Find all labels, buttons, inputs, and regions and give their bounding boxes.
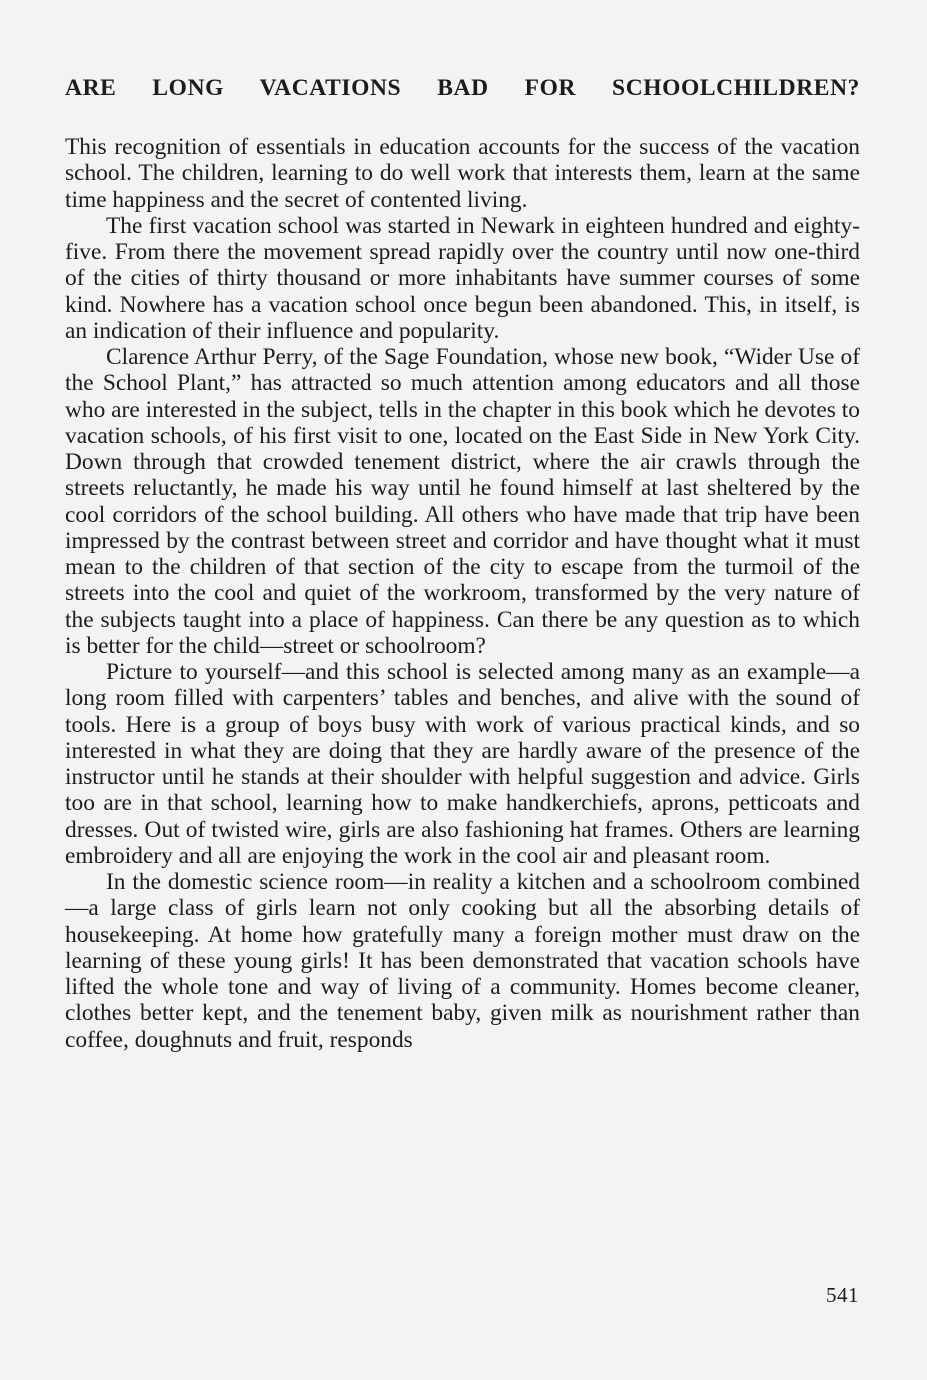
running-head-title: ARE LONG VACATIONS BAD FOR SCHOOLCHILDREN? <box>65 75 860 101</box>
page-number: 541 <box>826 1283 859 1307</box>
paragraph-4: Picture to yourself—and this school is selected among many as an example—a long room filled with carpenters’ tables and benches, and alive with the sound of tools. Here is a group of boys busy with work of various practical kinds, and so interested in what they are doing that they are hardly aware of the presence of the instructor until he stands at their shoulder with helpful suggestion and advice. Girls too are in that school, learning how to make handkerchiefs, aprons, petticoats and dresses. Out of twisted wire, girls are also fashioning hat frames. Others are learning embroidery and all are enjoying the work in the cool air and pleasant room. <box>65 659 860 869</box>
paragraph-5: In the domestic science room—in reality a kitchen and a schoolroom combined—a large class of girls learn not only cooking but all the absorbing details of housekeeping. At home how gratefully many a foreign mother must draw on the learning of these young girls! It has been demonstrated that vacation schools have lifted the whole tone and way of living of a community. Homes become cleaner, clothes better kept, and the tenement baby, given milk as nourishment rather than coffee, doughnuts and fruit, responds <box>65 869 860 1053</box>
article-body <box>65 134 860 1053</box>
paragraph-3: Clarence Arthur Perry, of the Sage Foundation, whose new book, “Wider Use of the School Plant,” has attracted so much attention among educators and all those who are interested in the subject, tells in the chapter in this book which he devotes to vacation schools, of his first visit to one, located on the East Side in New York City. Down through that crowded tenement district, where the air crawls through the streets reluctantly, he made his way until he found himself at last sheltered by the cool corridors of the school building. All others who have made that trip have been impressed by the contrast between street and corridor and have thought what it must mean to the children of that section of the city to escape from the turmoil of the streets into the cool and quiet of the workroom, transformed by the very nature of the subjects taught into a place of happiness. Can there be any question as to which is better for the child—street or schoolroom? <box>65 344 860 659</box>
book-page <box>65 72 860 1053</box>
paragraph-1: This recognition of essentials in education accounts for the success of the vacation school. The children, learning to do well work that interests them, learn at the same time happiness and the secret of contented living. <box>65 134 860 213</box>
paragraph-2: The first vacation school was started in Newark in eighteen hundred and eighty-five. From there the movement spread rapidly over the country until now one-third of the cities of thirty thousand or more inhabitants have summer courses of some kind. Nowhere has a vacation school once begun been abandoned. This, in itself, is an indication of their influence and popularity. <box>65 212 860 344</box>
